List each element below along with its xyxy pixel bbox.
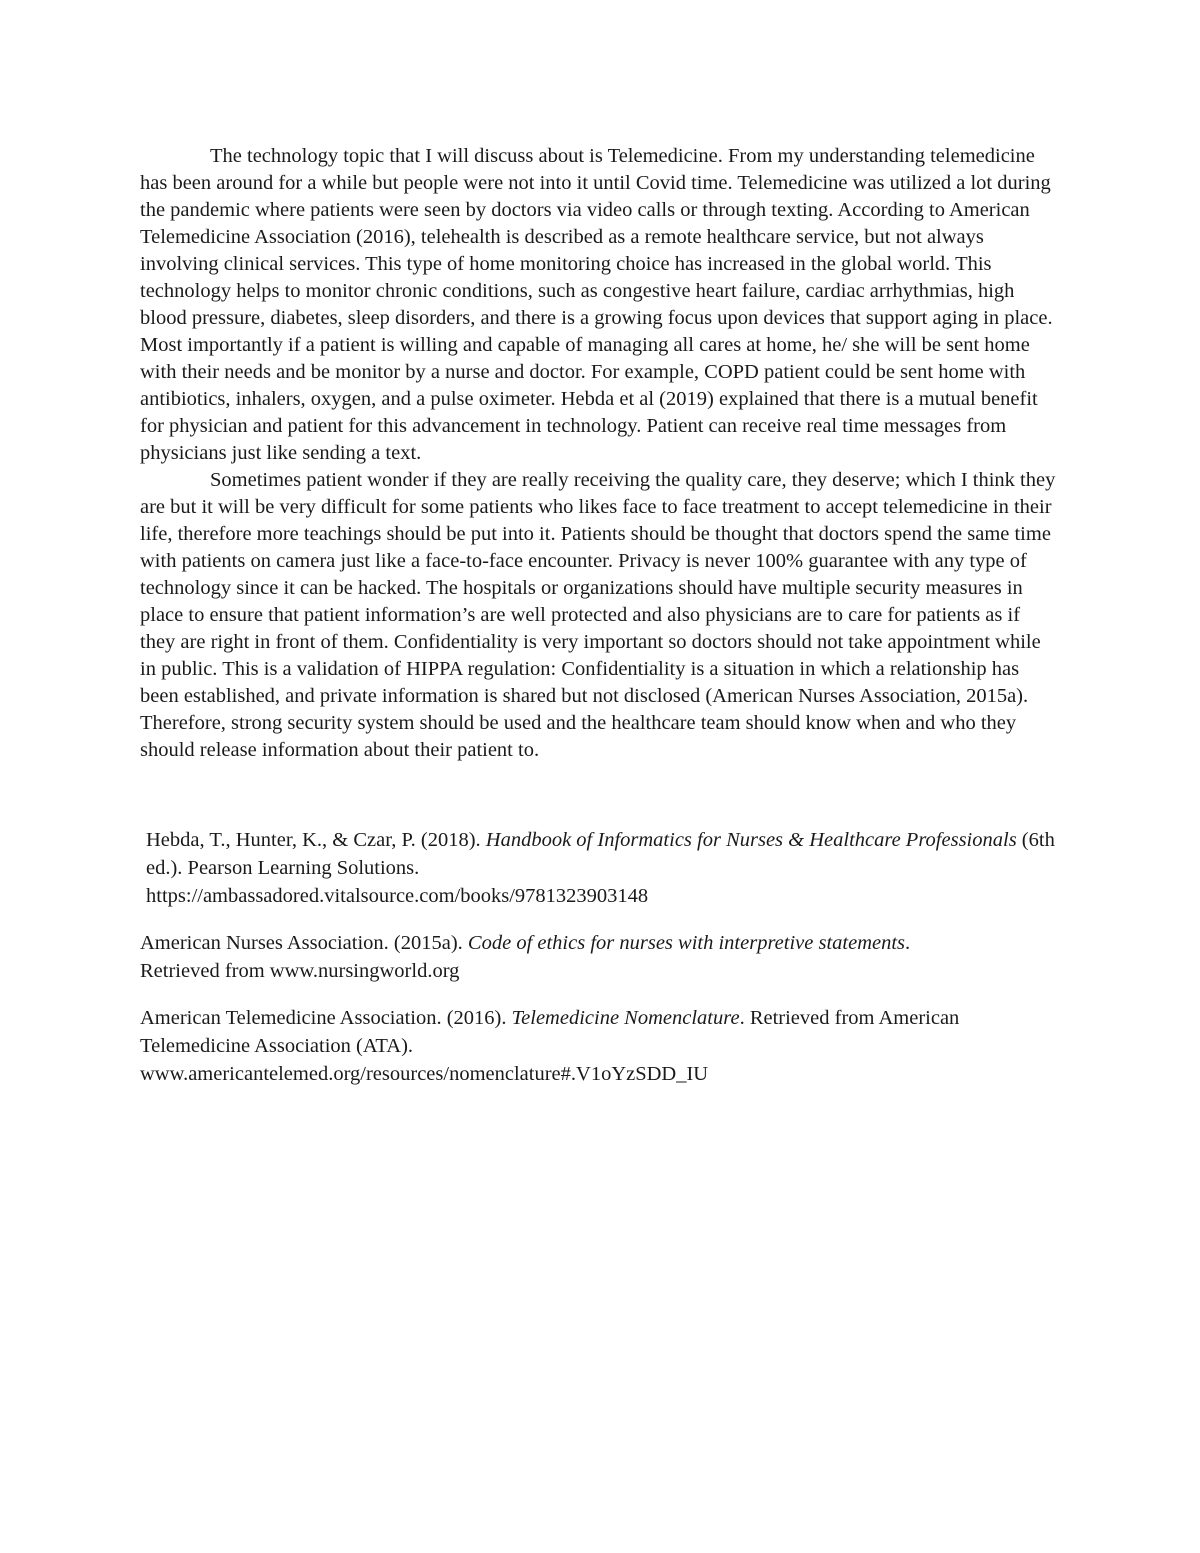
- reference-retrieved: Retrieved from www.nursingworld.org: [140, 960, 460, 982]
- body-paragraph-1: The technology topic that I will discuss about is Telemedicine. From my understanding telemedicine has been around for a while but people were not into it until Covid time. Telemedicine was utilized a lot during the pandemic where patients were seen by doctors via video calls or through texting. According to American Telemedicine Association (2016), telehealth is described as a remote healthcare service, but not always involving clinical services. This type of home monitoring choice has increased in the global world. This technology helps to monitor chronic conditions, such as congestive heart failure, cardiac arrhythmias, high blood pressure, diabetes, sleep disorders, and there is a growing focus upon devices that support aging in place. Most importantly if a patient is willing and capable of managing all cares at home, he/ she will be sent home with their needs and be monitor by a nurse and doctor. For example, COPD patient could be sent home with antibiotics, inhalers, oxygen, and a pulse oximeter. Hebda et al (2019) explained that there is a mutual benefit for physician and patient for this advancement in technology. Patient can receive real time messages from physicians just like sending a text.: [140, 145, 1053, 464]
- reference-author: American Nurses Association. (2015a).: [140, 932, 468, 954]
- reference-url: www.americantelemed.org/resources/nomenclature#.V1oYzSDD_IU: [140, 1063, 709, 1085]
- body-paragraph-2: Sometimes patient wonder if they are really receiving the quality care, they deserve; which I think they are but it will be very difficult for some patients who likes face to face treatment to accept telemedicine in their life, therefore more teachings should be put into it. Patients should be thought that doctors spend the same time with patients on camera just like a face-to-face encounter. Privacy is never 100% guarantee with any type of technology since it can be hacked. The hospitals or organizations should have multiple security measures in place to ensure that patient information’s are well protected and also physicians are to care for patients as if they are right in front of them. Confidentiality is very important so doctors should not take appointment while in public. This is a validation of HIPPA regulation: Confidentiality is a situation in which a relationship has been established, and private information is shared but not disclosed (American Nurses Association, 2015a). Therefore, strong security system should be used and the healthcare team should know when and who they should release information about their patient to.: [140, 469, 1056, 761]
- reference-url: https://ambassadored.vitalsource.com/books/9781323903148: [146, 885, 649, 907]
- reference-list: [140, 826, 1060, 1088]
- reference-title: Telemedicine Nomenclature: [511, 1007, 740, 1029]
- reference-details: (6th ed.). Pearson Learning Solutions.: [146, 829, 1055, 879]
- reference-author: American Telemedicine Association. (2016).: [140, 1007, 512, 1029]
- reference-ana: [140, 929, 1060, 985]
- reference-hebda: [140, 826, 1060, 910]
- reference-title: Handbook of Informatics for Nurses & Healthcare Professionals: [485, 829, 1017, 851]
- reference-details: . Retrieved from American Telemedicine Association (ATA).: [140, 1007, 960, 1057]
- reference-title: Code of ethics for nurses with interpretive statements: [467, 932, 906, 954]
- reference-details: .: [905, 932, 911, 954]
- reference-author: Hebda, T., Hunter, K., & Czar, P. (2018).: [146, 829, 486, 851]
- reference-ata: [140, 1004, 1060, 1088]
- document-page: [140, 143, 1060, 1107]
